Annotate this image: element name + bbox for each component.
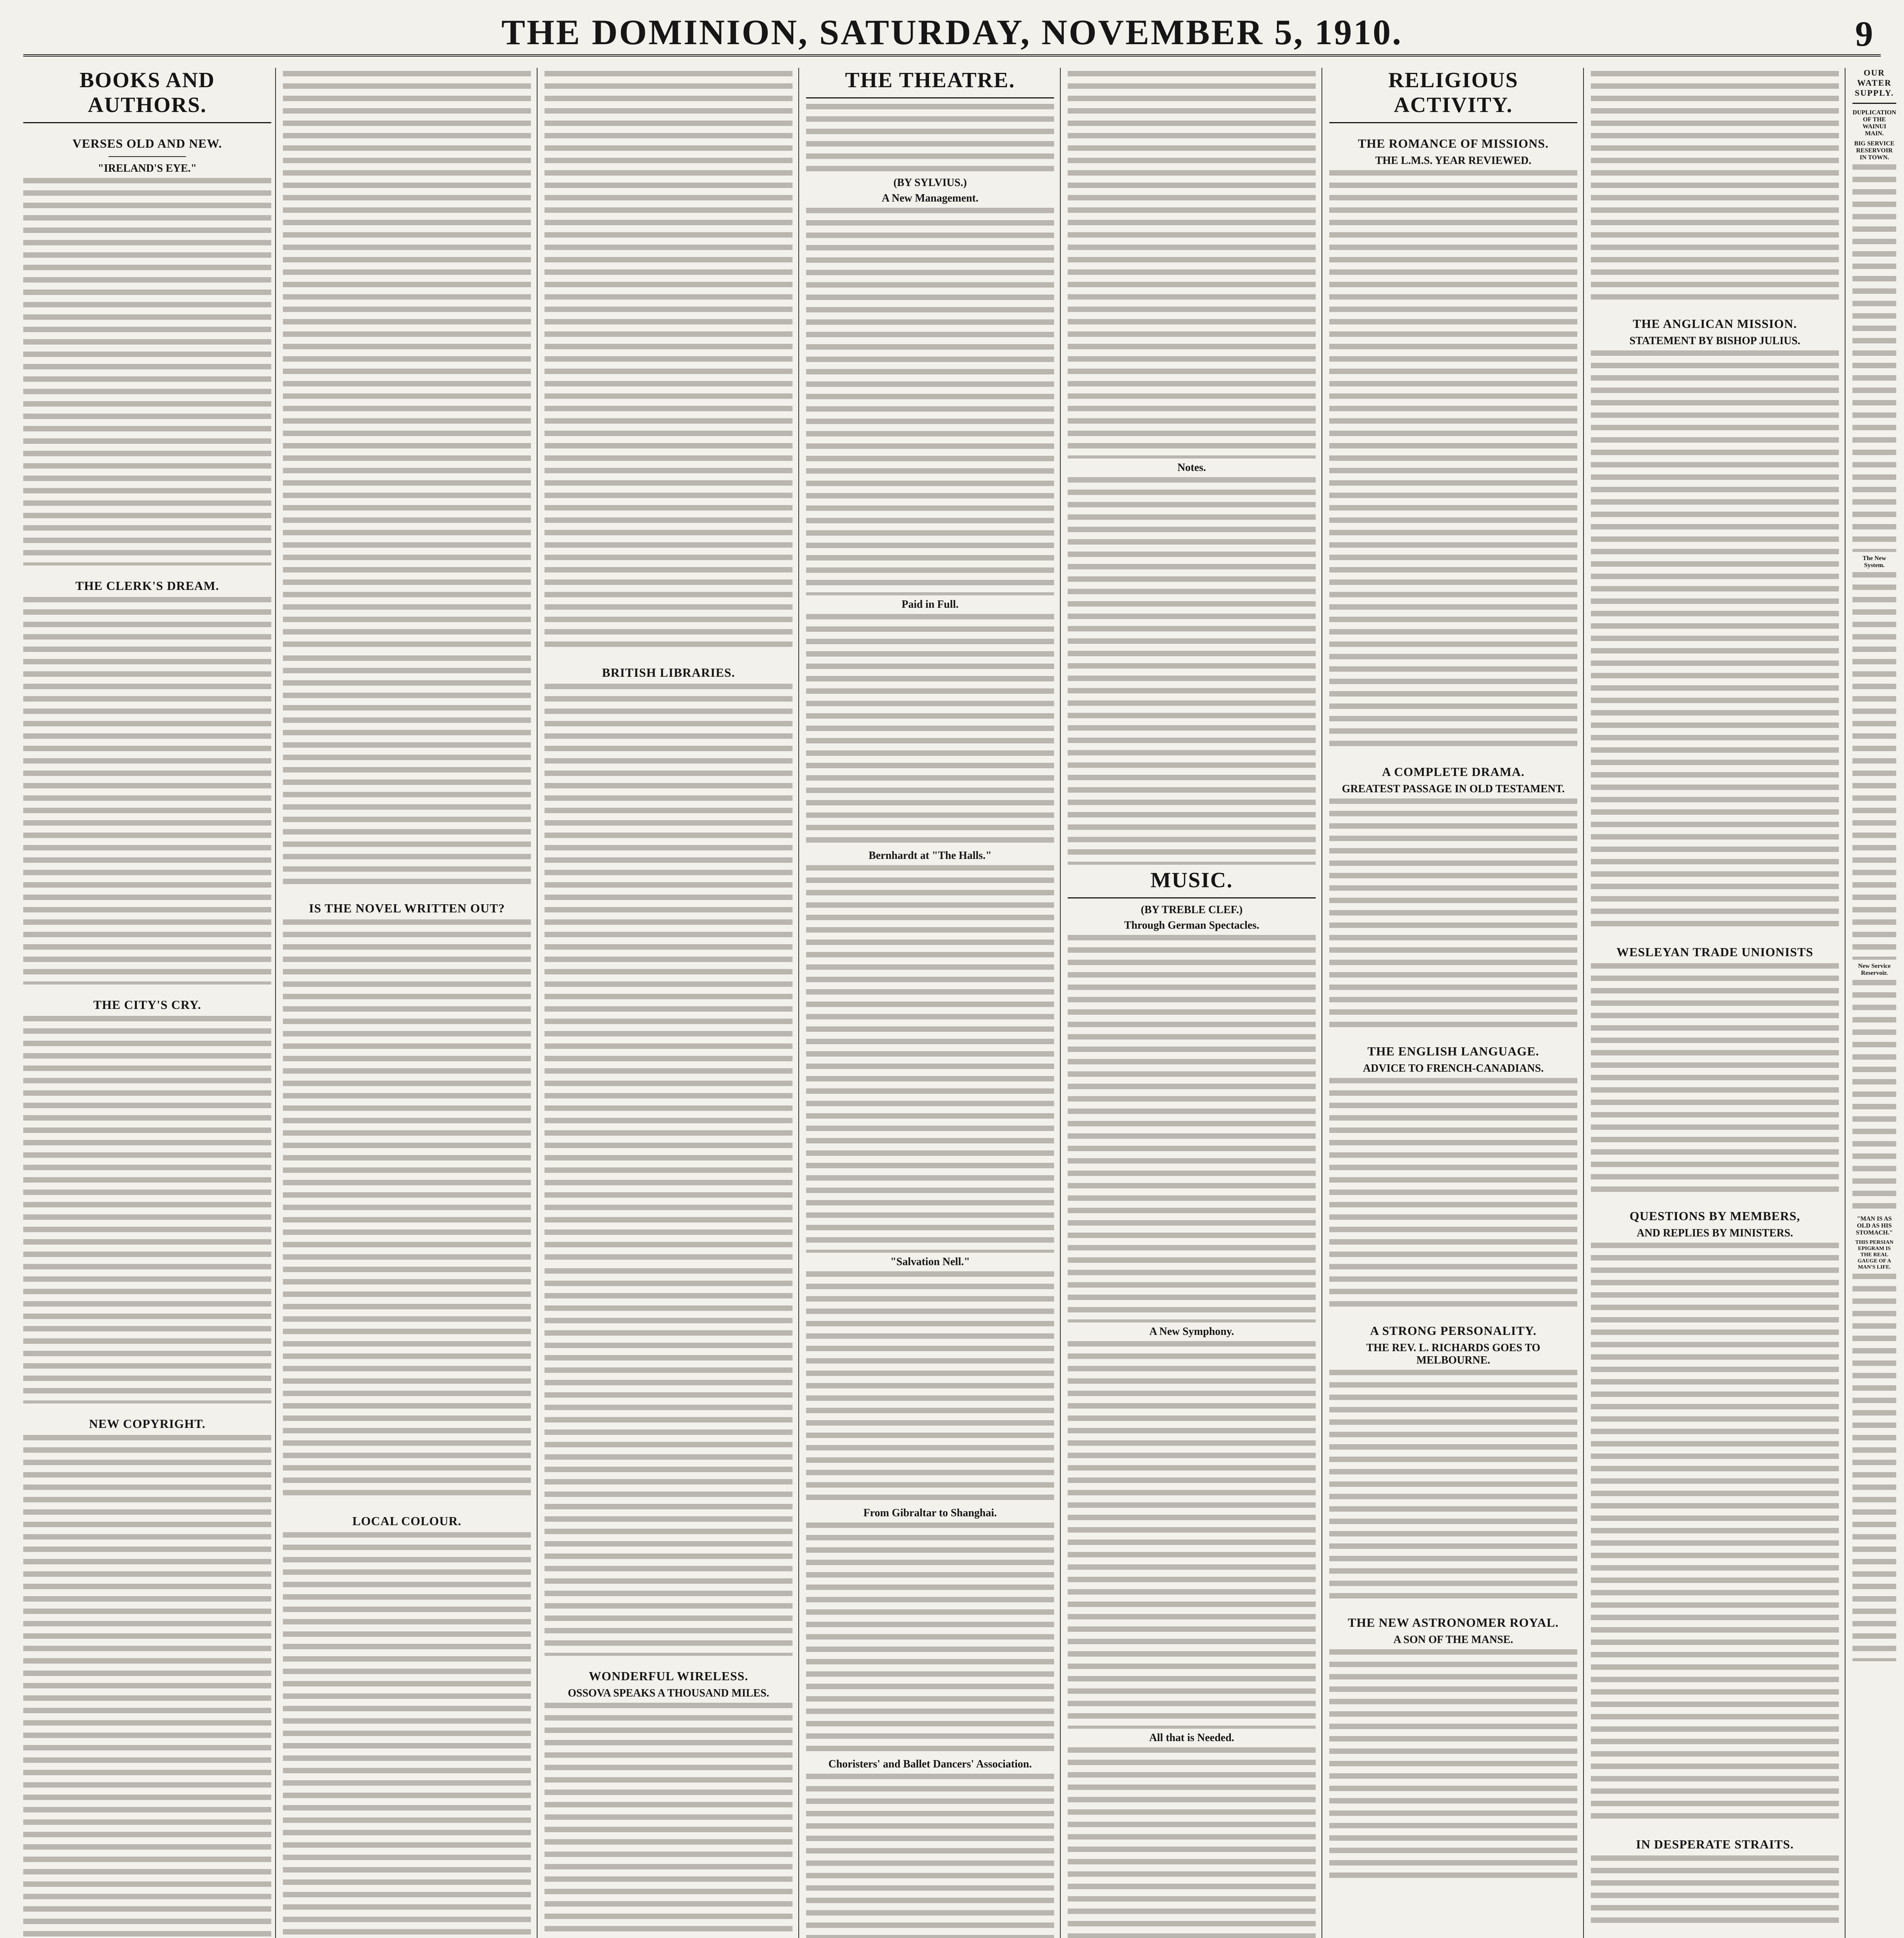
heading-novel-written-out: IS THE NOVEL WRITTEN OUT? [309, 901, 505, 915]
column-anglican [1591, 68, 1839, 1938]
column-music [1068, 68, 1316, 1938]
subheading-son-manse: A SON OF THE MANSE. [1393, 1634, 1513, 1646]
heading-all-needed: All that is Needed. [1149, 1732, 1234, 1744]
text-block [806, 865, 1054, 1253]
heading-german-spectacles: Through German Spectacles. [1124, 919, 1260, 931]
heading-strong-personality: A STRONG PERSONALITY. [1370, 1324, 1537, 1338]
heading-service-reservoir: BIG SERVICE RESERVOIR IN TOWN. [1854, 140, 1895, 161]
heading-persian-epigram: THIS PERSIAN EPIGRAM IS THE REAL GAUGE OF A MAN'S LIFE. [1855, 1240, 1894, 1270]
text-block [1329, 1649, 1577, 1882]
column-rule [275, 68, 276, 1938]
heading-gibraltar-shanghai: From Gibraltar to Shanghai. [863, 1507, 997, 1519]
heading-clerks-dream: THE CLERK'S DREAM. [75, 579, 219, 593]
column-rule [1583, 68, 1584, 1938]
column-books [23, 68, 271, 1938]
text-block [1329, 1078, 1577, 1310]
column-rule [798, 68, 799, 1938]
text-block [806, 1774, 1054, 1938]
text-block [806, 1271, 1054, 1504]
text-block [1329, 1370, 1577, 1602]
heading-new-management: A New Management. [882, 192, 979, 204]
subheading-statement: STATEMENT BY BISHOP JULIUS. [1629, 335, 1801, 347]
text-block [544, 684, 793, 1265]
heading-english-language: THE ENGLISH LANGUAGE. [1367, 1044, 1539, 1058]
text-block [544, 71, 793, 652]
text-block [1068, 1747, 1316, 1938]
heading-irelands-eye: "IRELAND'S EYE." [98, 162, 197, 174]
text-block [1852, 164, 1896, 552]
column-rule [1060, 68, 1061, 1938]
heading-duplication: DUPLICATION OF THE WAINUI MAIN. [1852, 109, 1896, 137]
text-block [1852, 572, 1896, 960]
short-rule [109, 156, 186, 157]
text-block [806, 208, 1054, 595]
column-rule [537, 68, 538, 1938]
section-title-books: BOOKS AND AUTHORS. [23, 68, 271, 123]
heading-notes: Notes. [1177, 462, 1206, 474]
heading-questions-members: QUESTIONS BY MEMBERS, [1629, 1209, 1801, 1223]
heading-new-astronomer: THE NEW ASTRONOMER ROYAL. [1347, 1616, 1559, 1629]
text-block [544, 1703, 793, 1938]
text-block [1591, 963, 1839, 1196]
subheading-advice: ADVICE TO FRENCH-CANADIANS. [1363, 1062, 1544, 1074]
heading-new-service: New Service Reservoir. [1858, 963, 1891, 976]
text-block [283, 919, 531, 1501]
section-title-music: MUSIC. [1068, 868, 1316, 898]
heading-choristers: Choristers' and Ballet Dancers' Association. [828, 1758, 1032, 1770]
text-block [1591, 1855, 1839, 1925]
heading-desperate-straits: IN DESPERATE STRAITS. [1636, 1837, 1794, 1851]
text-block [1068, 935, 1316, 1322]
heading-new-system: The New System. [1863, 555, 1886, 569]
text-block [806, 104, 1054, 174]
section-title-water: OUR WATER SUPPLY. [1852, 68, 1896, 104]
column-novel [283, 68, 531, 1938]
subheading-replies: AND REPLIES BY MINISTERS. [1637, 1227, 1793, 1239]
text-block [1591, 1243, 1839, 1824]
column-water [1852, 68, 1896, 1938]
byline-theatre: (BY SYLVIUS.) [893, 177, 967, 189]
heading-local-colour: LOCAL COLOUR. [352, 1514, 462, 1528]
text-block [1329, 170, 1577, 752]
text-block [1068, 71, 1316, 459]
heading-paid-in-full: Paid in Full. [901, 598, 959, 610]
heading-salvation-nell: "Salvation Nell." [890, 1256, 970, 1268]
text-block [1591, 350, 1839, 932]
text-block [283, 71, 531, 652]
subheading-richards: THE REV. L. RICHARDS GOES TO MELBOURNE. [1366, 1342, 1540, 1366]
subheading-wireless: OSSOVA SPEAKS A THOUSAND MILES. [568, 1687, 769, 1699]
heading-citys-cry: THE CITY'S CRY. [93, 998, 202, 1012]
text-block [544, 1268, 793, 1656]
heading-new-copyright: NEW COPYRIGHT. [89, 1417, 206, 1431]
text-block [283, 655, 531, 888]
text-block [23, 1435, 271, 1938]
heading-complete-drama: A COMPLETE DRAMA. [1382, 765, 1525, 779]
column-theatre [806, 68, 1054, 1938]
page-number: 9 [1855, 14, 1873, 53]
text-block [806, 614, 1054, 847]
text-block [1852, 1274, 1896, 1661]
column-libraries [544, 68, 793, 1938]
text-block [1591, 71, 1839, 303]
heading-wesleyan-unionists: WESLEYAN TRADE UNIONISTS [1616, 945, 1813, 959]
text-block [1068, 1341, 1316, 1729]
heading-anglican-mission: THE ANGLICAN MISSION. [1633, 317, 1797, 331]
text-block [1329, 798, 1577, 1031]
heading-british-libraries: BRITISH LIBRARIES. [602, 666, 735, 679]
text-block [283, 1532, 531, 1938]
masthead [23, 8, 1881, 57]
heading-bernhardt: Bernhardt at "The Halls." [868, 850, 992, 862]
text-block [23, 1016, 271, 1403]
heading-stomach: "MAN IS AS OLD AS HIS STOMACH." [1856, 1216, 1893, 1236]
subheading-greatest-passage: GREATEST PASSAGE IN OLD TESTAMENT. [1342, 783, 1565, 795]
subheading-lms: THE L.M.S. YEAR REVIEWED. [1375, 155, 1532, 167]
text-block [806, 1522, 1054, 1755]
text-block [23, 597, 271, 985]
heading-verses: VERSES OLD AND NEW. [72, 136, 222, 150]
section-title-theatre: THE THEATRE. [806, 68, 1054, 98]
heading-romance-missions: THE ROMANCE OF MISSIONS. [1358, 136, 1549, 150]
section-title-religious: RELIGIOUS ACTIVITY. [1329, 68, 1577, 123]
heading-new-symphony: A New Symphony. [1149, 1326, 1234, 1338]
masthead-title: THE DOMINION, SATURDAY, NOVEMBER 5, 1910. [501, 12, 1403, 52]
text-block [1852, 980, 1896, 1212]
byline-music: (BY TREBLE CLEF.) [1141, 904, 1243, 916]
text-block [1068, 477, 1316, 865]
column-religious [1329, 68, 1577, 1938]
heading-wonderful-wireless: WONDERFUL WIRELESS. [589, 1669, 748, 1683]
text-block [23, 178, 271, 566]
